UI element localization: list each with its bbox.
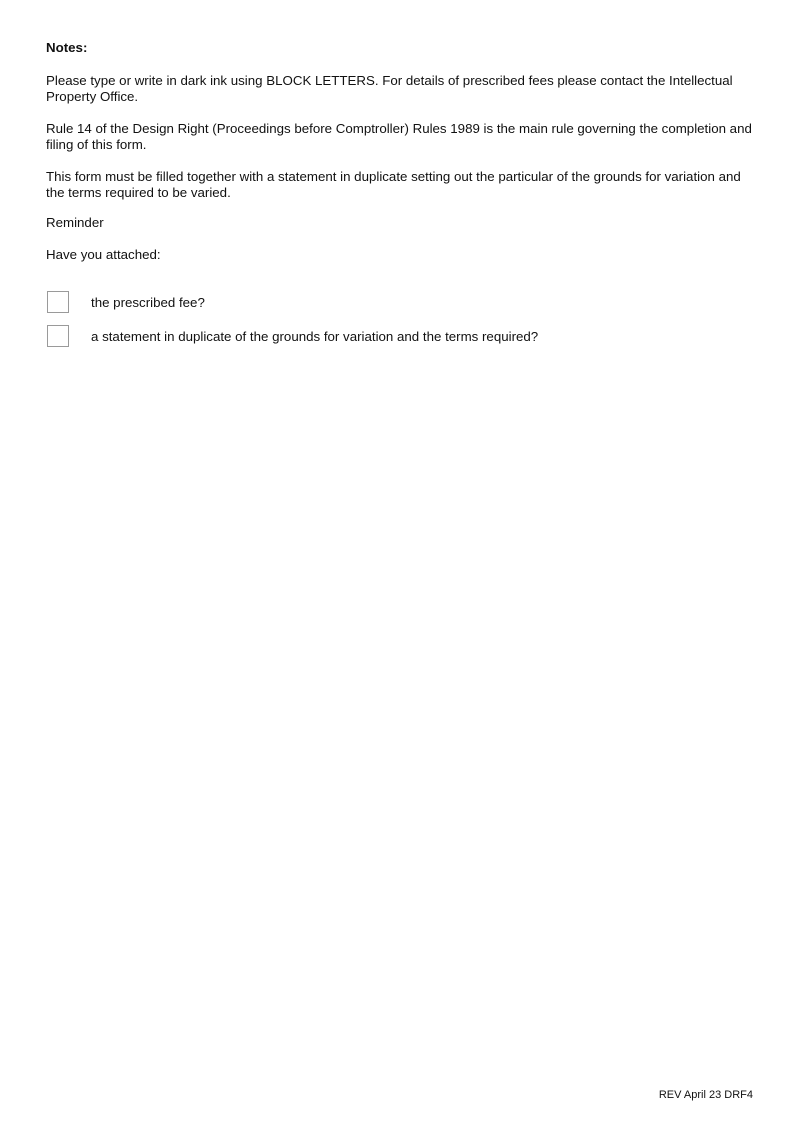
notes-paragraph-statement-requirement: This form must be filled together with a statement in duplicate setting out the particular of the grounds for variation and the terms required to be varied. — [46, 169, 741, 200]
statement-duplicate-label: a statement in duplicate of the grounds for variation and the terms required? — [91, 329, 539, 344]
checklist-item-prescribed-fee — [47, 291, 747, 315]
checklist-item-statement-duplicate — [47, 325, 747, 349]
prescribed-fee-label: the prescribed fee? — [91, 295, 205, 310]
attached-question: Have you attached: — [46, 247, 161, 262]
statement-duplicate-checkbox[interactable] — [47, 325, 69, 347]
notes-paragraph-ink-instructions: Please type or write in dark ink using BLOCK LETTERS. For details of prescribed fees please contact the Intellectual Property Office. — [46, 73, 733, 104]
prescribed-fee-checkbox[interactable] — [47, 291, 69, 313]
notes-paragraph-rule-14: Rule 14 of the Design Right (Proceedings before Comptroller) Rules 1989 is the main rule governing the completion and filing of this form. — [46, 121, 752, 152]
reminder-label: Reminder — [46, 215, 104, 230]
notes-heading: Notes: — [46, 40, 88, 55]
revision-footer: REV April 23 DRF4 — [658, 1089, 753, 1101]
